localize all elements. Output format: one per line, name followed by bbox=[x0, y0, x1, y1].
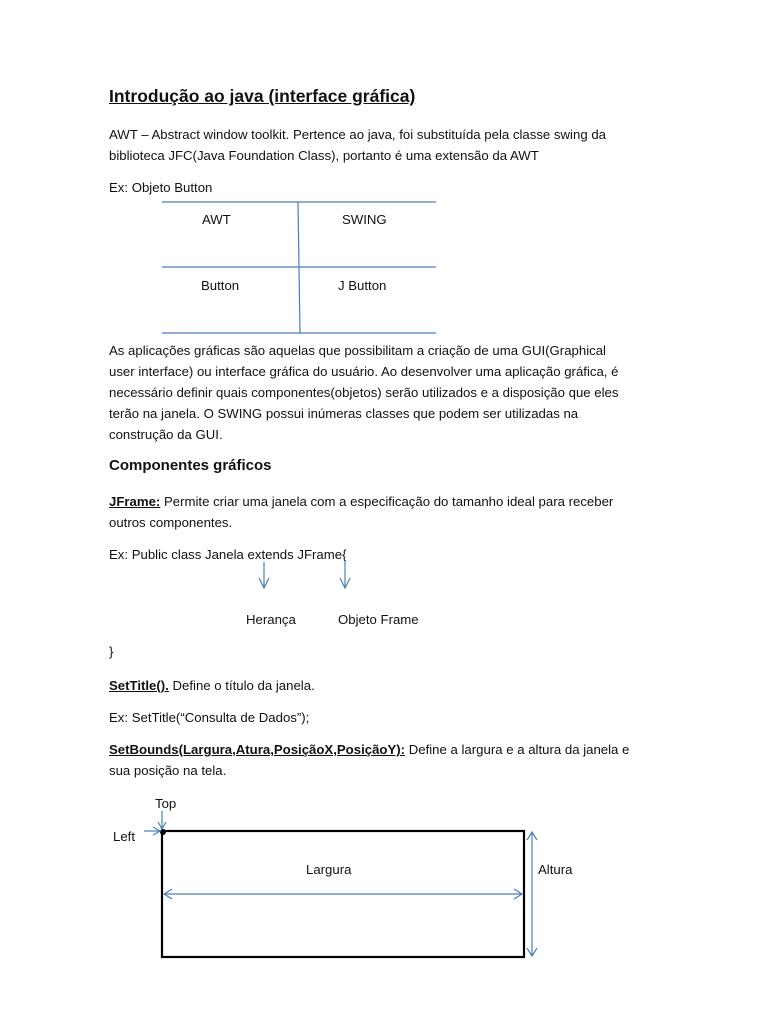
gui-line-5: construção da GUI. bbox=[109, 427, 223, 442]
settitle-term: SetTitle(). bbox=[109, 678, 169, 693]
gui-line-4: terão na janela. O SWING possui inúmeras classes que podem ser utilizadas na bbox=[109, 406, 579, 421]
table-cell-button: Button bbox=[201, 278, 240, 293]
origin-dot bbox=[160, 829, 166, 835]
intro-line-1: AWT – Abstract window toolkit. Pertence ao java, foi substituída pela classe swing da bbox=[109, 127, 606, 142]
page-title: Introdução ao java (interface gráfica) bbox=[109, 86, 416, 106]
gui-line-3: necessário definir quais componentes(objetos) serão utilizados e a disposição que eles bbox=[109, 385, 619, 400]
largura-label: Largura bbox=[306, 862, 352, 877]
altura-label: Altura bbox=[538, 862, 573, 877]
setbounds-line-2: sua posição na tela. bbox=[109, 763, 227, 778]
section-title: Componentes gráficos bbox=[109, 457, 272, 474]
setbounds-term: SetBounds(Largura,Atura,PosiçãoX,PosiçãoY): bbox=[109, 742, 406, 757]
table-header-swing: SWING bbox=[342, 212, 387, 227]
jframe-term: JFrame: bbox=[109, 494, 161, 509]
settitle-example: Ex: SetTitle(“Consulta de Dados”); bbox=[109, 710, 310, 725]
setbounds-line-1-text: Define a largura e a altura da janela e bbox=[405, 742, 630, 757]
table-cell-jbutton: J Button bbox=[338, 278, 387, 293]
intro-line-2: biblioteca JFC(Java Foundation Class), portanto é uma extensão da AWT bbox=[109, 148, 539, 163]
top-label: Top bbox=[155, 796, 177, 811]
settitle-text: Define o título da janela. bbox=[168, 678, 315, 693]
jframe-example: Ex: Public class Janela extends JFrame{ bbox=[109, 547, 347, 562]
heranca-label: Herança bbox=[246, 612, 296, 627]
closing-brace: } bbox=[109, 644, 114, 659]
gui-line-1: As aplicações gráficas são aquelas que possibilitam a criação de uma GUI(Graphical bbox=[109, 343, 606, 358]
objeto-frame-label: Objeto Frame bbox=[338, 612, 419, 627]
left-label: Left bbox=[113, 829, 135, 844]
jframe-line-1-text: Permite criar uma janela com a especificação do tamanho ideal para receber bbox=[160, 494, 614, 509]
table-header-awt: AWT bbox=[202, 212, 231, 227]
jframe-line-2: outros componentes. bbox=[109, 515, 233, 530]
gui-line-2: user interface) ou interface gráfica do usuário. Ao desenvolver uma aplicação gráfica, é bbox=[109, 364, 619, 379]
example-button-label: Ex: Objeto Button bbox=[109, 180, 213, 195]
